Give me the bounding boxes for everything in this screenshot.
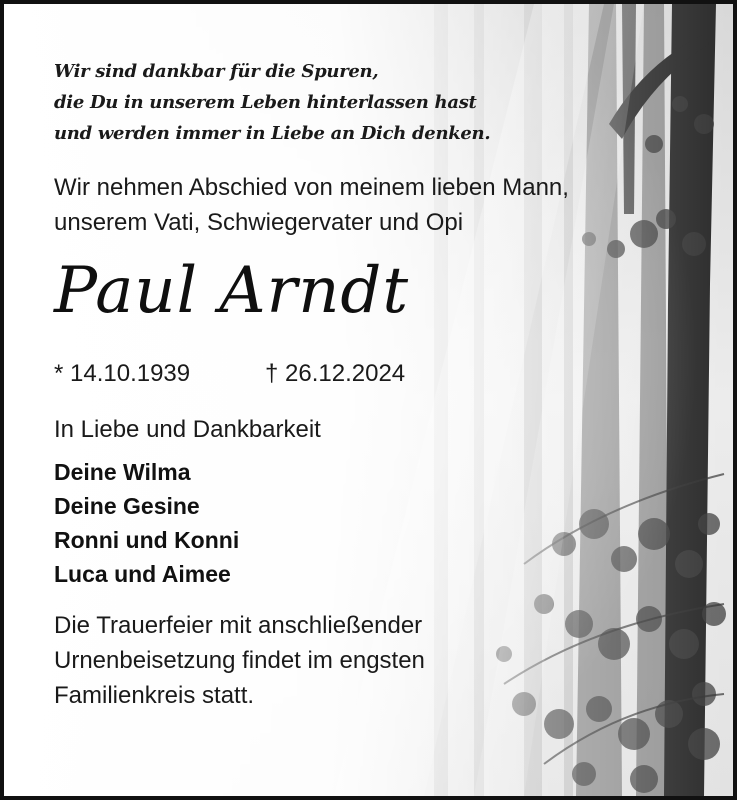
funeral-line: Familienkreis statt. [54,682,255,709]
family-member: Deine Gesine [54,493,200,519]
closing-phrase: In Liebe und Dankbarkeit [54,416,321,443]
farewell-intro [54,170,569,240]
funeral-line: Urnenbeisetzung findet im engsten [54,647,425,674]
funeral-information [54,608,425,713]
family-member: Deine Wilma [54,459,191,485]
birth-date: * 14.10.1939 [54,360,191,387]
deceased-name: Paul Arndt [54,254,410,328]
quote-line: Wir sind dankbar für die Spuren, [54,61,379,82]
notice-text [4,4,733,796]
intro-line: Wir nehmen Abschied von meinem lieben Mann, [54,174,569,201]
death-date: † 26.12.2024 [265,360,406,387]
intro-line: unserem Vati, Schwiegervater und Opi [54,209,464,236]
memorial-quote [54,56,490,149]
family-member: Ronni und Konni [54,527,240,553]
family-member: Luca und Aimee [54,561,231,587]
family-signatures [54,455,239,591]
quote-line: die Du in unserem Leben hinterlassen hast [54,92,477,113]
life-dates [54,358,406,390]
funeral-line: Die Trauerfeier mit anschließender [54,612,423,639]
quote-line: und werden immer in Liebe an Dich denken. [54,123,491,144]
